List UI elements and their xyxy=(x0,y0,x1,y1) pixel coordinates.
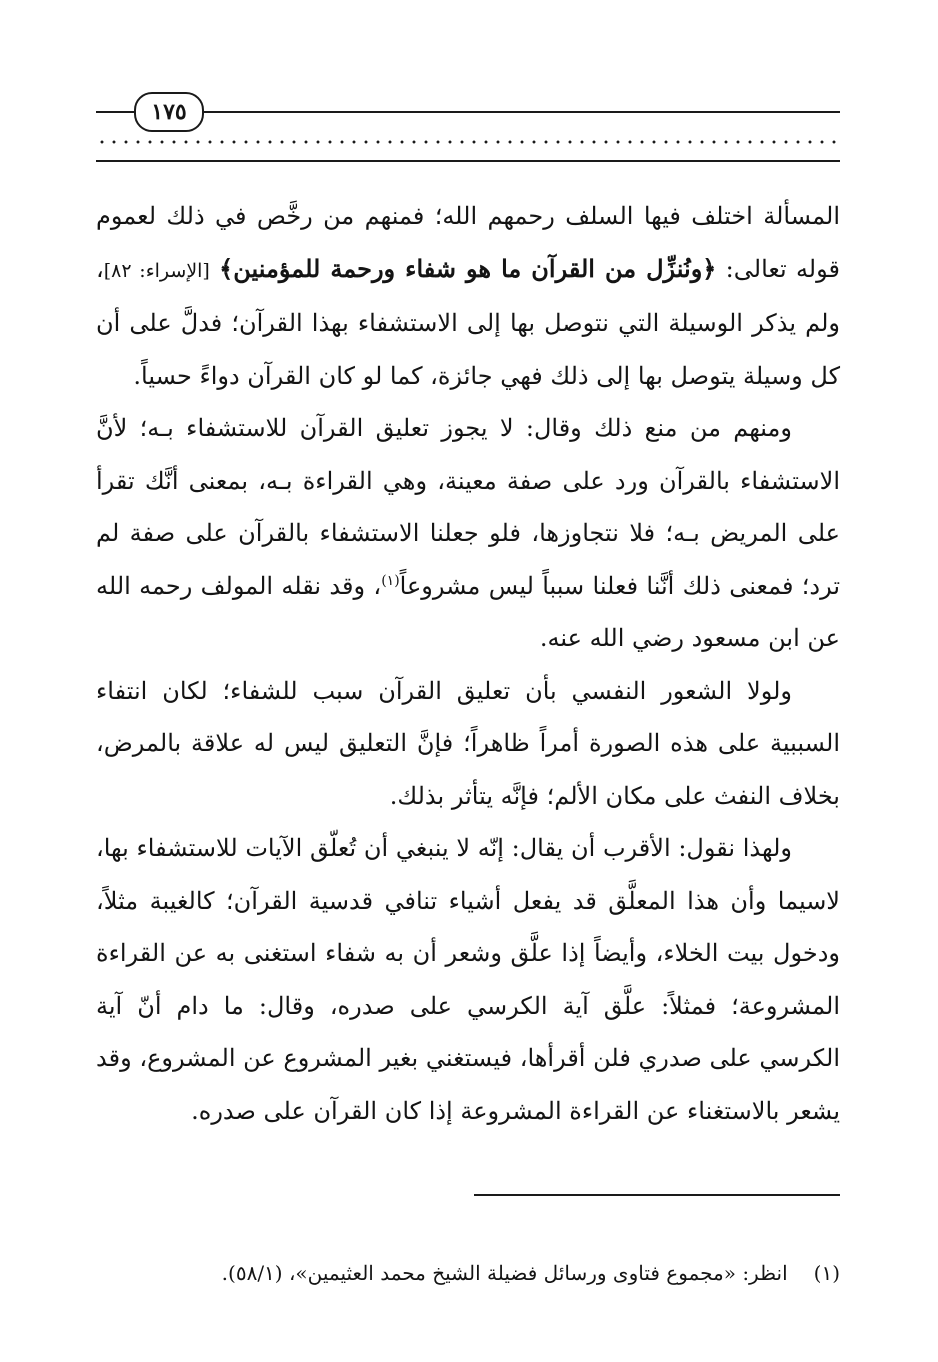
footnote-number: (١) xyxy=(813,1261,840,1285)
text-segment: ، وقد نقله المولف رحمه الله عن ابن مسعود رضي الله عنه. xyxy=(96,571,840,652)
body-text xyxy=(96,190,840,1137)
text-segment: ، ولم يذكر الوسيلة التي نتوصل بها إلى الاستشفاء بهذا القرآن؛ فدلَّ على أن كل وسيلة يتوصل بها إلى ذلك فهي جائزة، كما لو كان القرآن دواءً حسياً. xyxy=(96,254,840,390)
verse-reference: [الإسراء: ٨٢] xyxy=(103,259,210,282)
header-dotted-rule xyxy=(96,140,840,144)
footnote-text: انظر: «مجموع فتاوى ورسائل فضيلة الشيخ محمد العثيمين»، (٥٨/١). xyxy=(221,1261,788,1285)
text-segment xyxy=(210,255,219,283)
text-segment: المسألة اختلف فيها السلف رحمهم الله؛ فمنهم من رخَّص في ذلك لعموم قوله تعالى: xyxy=(96,202,840,283)
text-segment: ولهذا نقول: الأقرب أن يقال: إنّه لا ينبغي أن تُعلّق الآيات للاستشفاء بها، لاسيما وأن هذا المعلَّق قد يفعل أشياء تنافي قدسية القرآن؛ كالغيبة مثلاً، ودخول بيت الخلاء، وأيضاً إذا علَّق وشعر أن به شفاء استغنى به عن القراءة المشروعة؛ فمثلاً: علَّق آية الكرسي على صدره، وقال: ما دام أنّ آية الكرسي على صدري فلن أقرأها، فيستغني بغير المشروع عن المشروع، وقد يشعر بالاستغناء عن القراءة المشروعة إذا كان القرآن على صدره. xyxy=(96,834,841,1125)
header-bottom-rule xyxy=(96,160,840,162)
footnote-reference: (١) xyxy=(381,572,400,589)
page-number: ١٧٥ xyxy=(151,99,187,125)
paragraph xyxy=(96,402,840,665)
paragraph xyxy=(96,665,840,823)
paragraph xyxy=(96,822,840,1137)
header-top-rule xyxy=(96,111,840,113)
text-segment: ومنهم من منع ذلك وقال: لا يجوز تعليق القرآن للاستشفاء بـه؛ لأنَّ الاستشفاء بالقرآن ورد على صفة معينة، وهي القراءة بـه، بمعنى أنَّك تقرأ على المريض بـه؛ فلا نتجاوزها، فلو جعلنا الاستشفاء بالقرآن على صفة لم ترد؛ فمعنى ذلك أنَّنا فعلنا سبباً ليس مشروعاً xyxy=(96,414,841,600)
quran-verse: ﴿ونُنزِّل من القرآن ما هو شفاء ورحمة للمؤمنين﴾ xyxy=(219,253,717,283)
paragraph xyxy=(96,190,840,402)
footnote xyxy=(96,1258,840,1288)
page-number-badge xyxy=(134,92,204,132)
text-segment: ولولا الشعور النفسي بأن تعليق القرآن سبب للشفاء؛ لكان انتفاء السببية على هذه الصورة أمراً ظاهراً؛ فإنَّ التعليق ليس له علاقة بالمرض، بخلاف النفث على مكان الألم؛ فإنَّه يتأثر بذلك. xyxy=(96,676,840,810)
footnote-separator xyxy=(474,1194,840,1196)
